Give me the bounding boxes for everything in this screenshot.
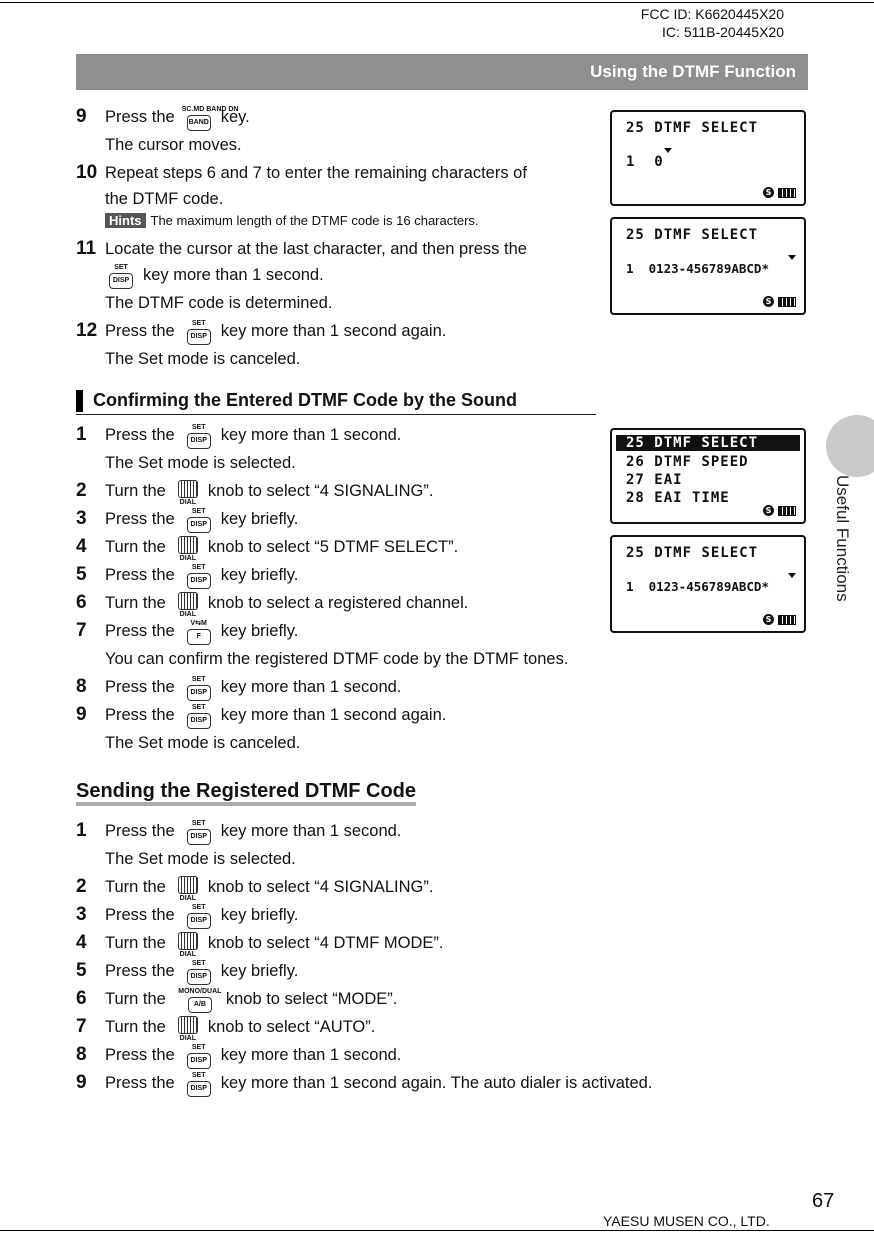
bottom-rule xyxy=(0,1230,874,1231)
dial-knob-icon: DIAL xyxy=(178,876,198,894)
top-rule xyxy=(0,2,874,3)
disp-key-icon: SET DISP xyxy=(187,517,211,533)
s2-step-1-result: The Set mode is selected. xyxy=(105,850,296,868)
battery-icon xyxy=(778,297,796,307)
cursor-indicator xyxy=(788,255,796,260)
company-name: YAESU MUSEN CO., LTD. xyxy=(603,1213,770,1229)
s2-step-7: 7 Turn the DIAL knob to select “AUTO”. xyxy=(76,1016,376,1042)
disp-key-icon: SET DISP xyxy=(187,713,211,729)
s1-step-9: 9 Press the SET DISP key more than 1 second again. xyxy=(76,704,446,729)
cursor-indicator xyxy=(788,573,796,578)
heading-underline xyxy=(76,802,416,806)
dial-knob-icon: DIAL xyxy=(178,536,198,554)
lcd-display-4: 25 DTMF SELECT 1 0123-456789ABCD* S xyxy=(610,535,806,633)
hints-note: Hints The maximum length of the DTMF code is 16 characters. xyxy=(105,213,479,228)
section-banner: Using the DTMF Function xyxy=(76,54,808,90)
disp-key-icon: SET DISP xyxy=(187,1053,211,1069)
step-11-result: The DTMF code is determined. xyxy=(105,294,333,312)
step-11: 11 Locate the cursor at the last character, and then press the xyxy=(76,238,527,259)
disp-key-icon: SET DISP xyxy=(187,913,211,929)
disp-key-icon: SET DISP xyxy=(187,1081,211,1097)
dial-knob-icon: DIAL xyxy=(178,1016,198,1034)
step-9: 9 Press the SC.MD BAND DN BAND key. xyxy=(76,106,250,131)
s1-step-1-result: The Set mode is selected. xyxy=(105,454,296,472)
battery-icon xyxy=(778,506,796,516)
disp-key-icon: SET DISP xyxy=(187,829,211,845)
side-tab xyxy=(826,415,874,615)
step-9-result: The cursor moves. xyxy=(105,136,242,154)
s2-step-2: 2 Turn the DIAL knob to select “4 SIGNALING”. xyxy=(76,876,434,902)
s2-step-6: 6 Turn the MONO/DUAL A/B knob to select “MODE”. xyxy=(76,988,397,1013)
dial-knob-icon: DIAL xyxy=(178,592,198,610)
battery-icon xyxy=(778,615,796,625)
cursor-indicator xyxy=(664,148,672,153)
dial-knob-icon: DIAL xyxy=(178,932,198,950)
ic-id: IC: 511B-20445X20 xyxy=(662,24,784,40)
s1-step-6: 6 Turn the DIAL knob to select a registered channel. xyxy=(76,592,469,618)
section-heading-sending: Sending the Registered DTMF Code xyxy=(76,780,416,803)
s1-step-3: 3 Press the SET DISP key briefly. xyxy=(76,508,298,533)
lcd-display-2: 25 DTMF SELECT 1 0123-456789ABCD* S xyxy=(610,217,806,315)
s-meter-icon: S xyxy=(763,296,774,307)
s2-step-4: 4 Turn the DIAL knob to select “4 DTMF MODE”. xyxy=(76,932,444,958)
lcd-display-1: 25 DTMF SELECT 1 0 S xyxy=(610,110,806,206)
s1-step-9-result: The Set mode is canceled. xyxy=(105,734,301,752)
band-key-icon: SC.MD BAND DN BAND xyxy=(187,115,211,131)
s-meter-icon: S xyxy=(763,187,774,198)
disp-key-icon: SET DISP xyxy=(187,329,211,345)
section-heading-confirm: Confirming the Entered DTMF Code by the Sound xyxy=(76,388,596,415)
step-10: 10 Repeat steps 6 and 7 to enter the remaining characters of xyxy=(76,162,527,183)
s1-step-7-result: You can confirm the registered DTMF code by the DTMF tones. xyxy=(105,650,569,668)
page-number: 67 xyxy=(812,1190,835,1212)
step-10-cont: the DTMF code. xyxy=(105,190,224,208)
fcc-info xyxy=(641,5,784,41)
s1-step-5: 5 Press the SET DISP key briefly. xyxy=(76,564,298,589)
step-12: 12 Press the SET DISP key more than 1 second again. xyxy=(76,320,446,345)
s1-step-7: 7 Press the V⇆M F key briefly. xyxy=(76,620,298,645)
ab-key-icon: MONO/DUAL A/B xyxy=(188,997,212,1013)
side-tab-circle xyxy=(826,415,874,477)
dial-knob-icon: DIAL xyxy=(178,480,198,498)
step-12-result: The Set mode is canceled. xyxy=(105,350,301,368)
disp-key-icon: SET DISP xyxy=(187,685,211,701)
disp-key-icon: SET DISP xyxy=(187,969,211,985)
s1-step-1: 1 Press the SET DISP key more than 1 second. xyxy=(76,424,401,449)
s2-step-1: 1 Press the SET DISP key more than 1 second. xyxy=(76,820,401,845)
heading-bar xyxy=(76,390,83,412)
s-meter-icon: S xyxy=(763,505,774,516)
s1-step-8: 8 Press the SET DISP key more than 1 second. xyxy=(76,676,401,701)
s-meter-icon: S xyxy=(763,614,774,625)
s1-step-4: 4 Turn the DIAL knob to select “5 DTMF SELECT”. xyxy=(76,536,459,562)
s2-step-3: 3 Press the SET DISP key briefly. xyxy=(76,904,298,929)
s2-step-8: 8 Press the SET DISP key more than 1 second. xyxy=(76,1044,401,1069)
s1-step-2: 2 Turn the DIAL knob to select “4 SIGNALING”. xyxy=(76,480,434,506)
fcc-id: FCC ID: K6620445X20 xyxy=(640,6,784,22)
hints-tag: Hints xyxy=(105,213,146,228)
s2-step-9: 9 Press the SET DISP key more than 1 second again. The auto dialer is activated. xyxy=(76,1072,652,1097)
disp-key-icon: SET DISP xyxy=(187,573,211,589)
disp-key-icon: SET DISP xyxy=(187,433,211,449)
s2-step-5: 5 Press the SET DISP key briefly. xyxy=(76,960,298,985)
disp-key-icon: SET DISP xyxy=(109,273,133,289)
f-key-icon: V⇆M F xyxy=(187,629,211,645)
lcd-display-3: 25 DTMF SELECT 26 DTMF SPEED 27 EAI 28 EAI TIME S xyxy=(610,428,806,524)
side-tab-label: Useful Functions xyxy=(833,475,852,602)
step-11-cont: SET DISP key more than 1 second. xyxy=(97,264,324,289)
battery-icon xyxy=(778,188,796,198)
